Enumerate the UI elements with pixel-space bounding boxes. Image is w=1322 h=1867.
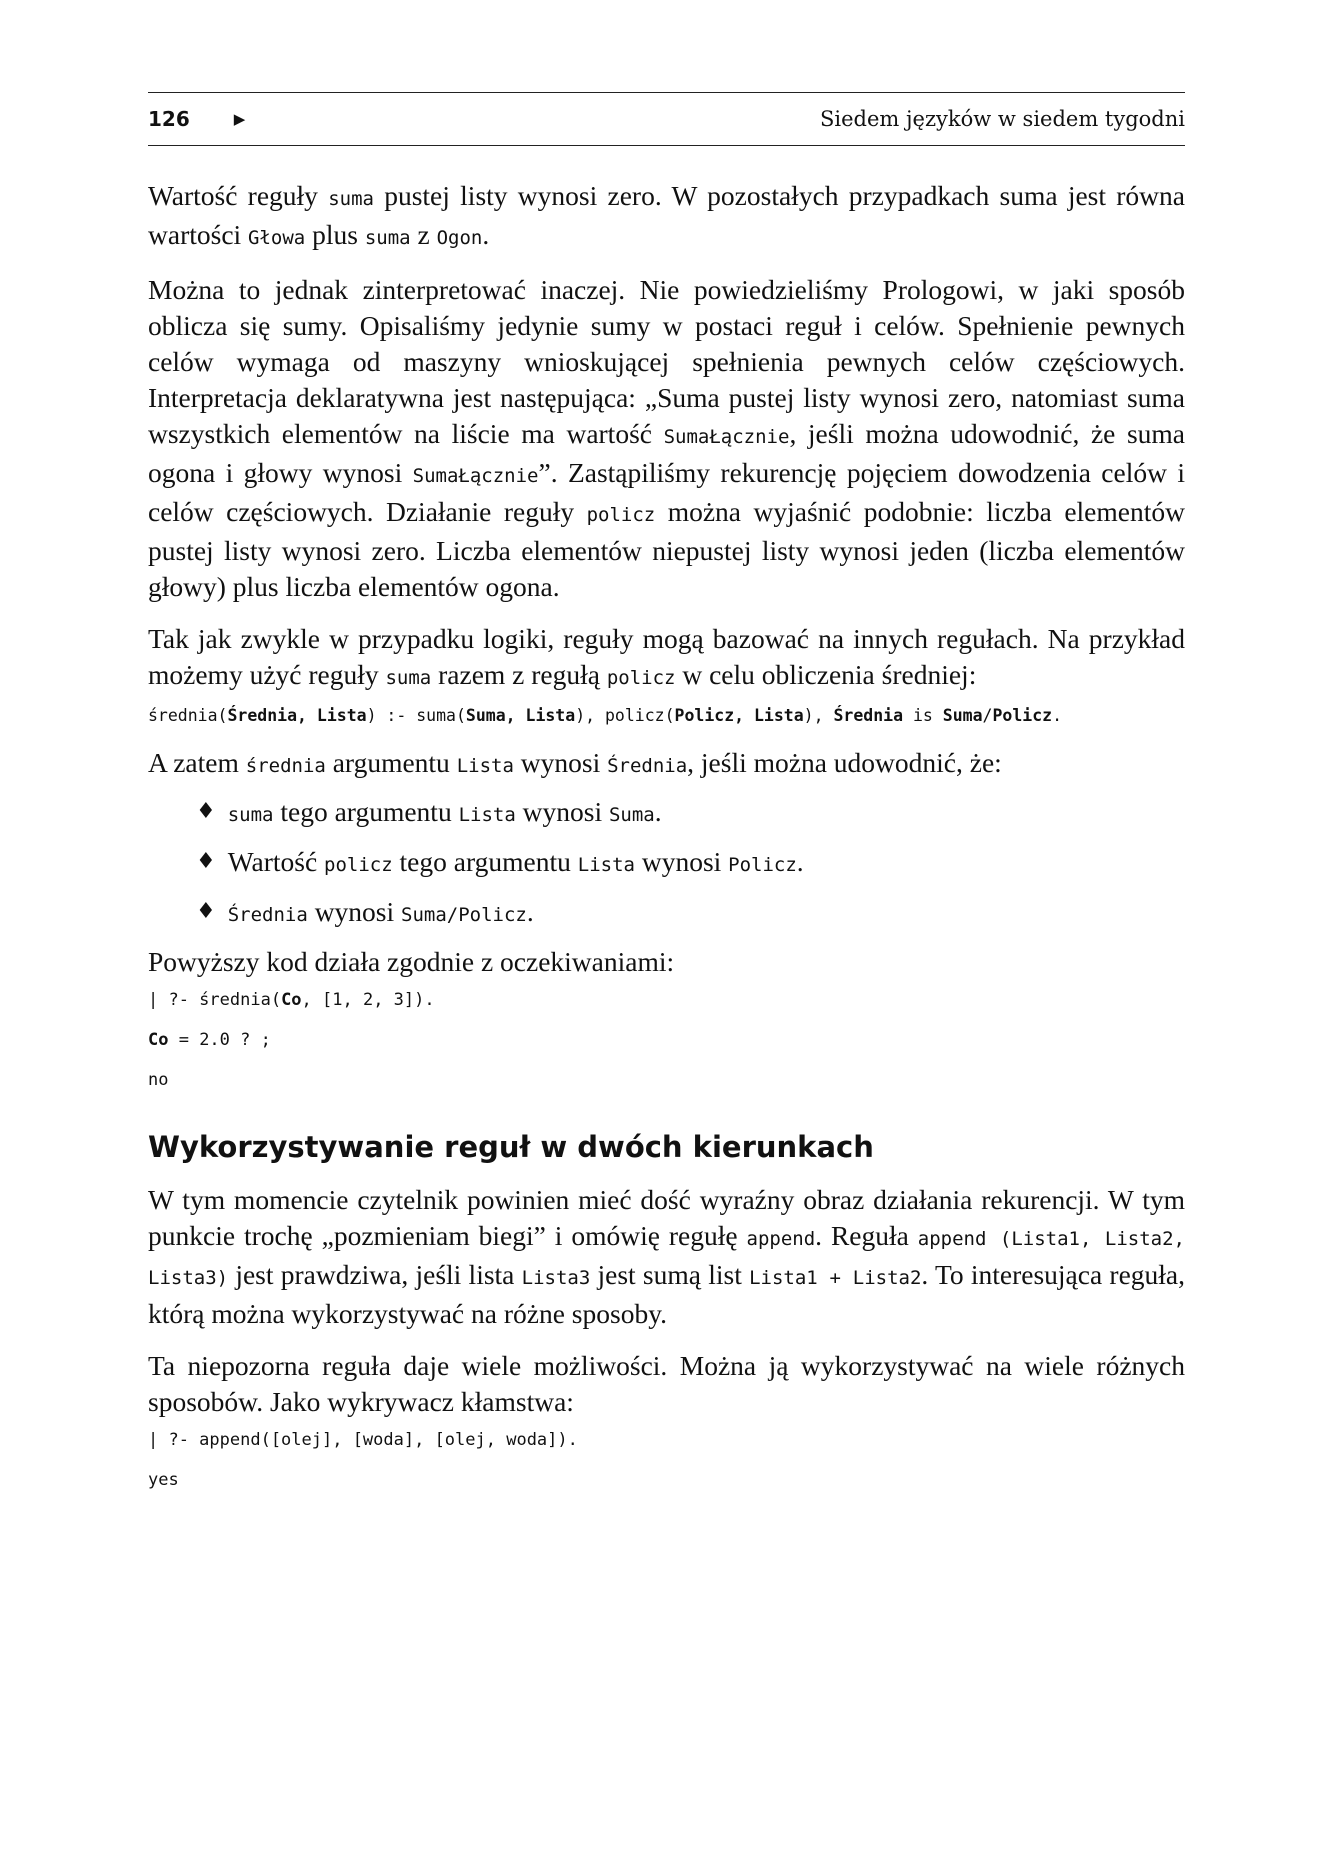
code-result-no: no [148,1070,169,1090]
code-query-srednia: | ?- średnia(Co, [1, 2, 3]). [148,990,435,1010]
book-page [148,92,1185,1510]
page-content [148,178,1185,1490]
triangle-marker-icon: ▶ [233,110,246,128]
book-title: Siedem języków w siedem tygodni [820,107,1185,131]
paragraph-6: W tym momencie czytelnik powinien mieć dość wyraźny obraz działania rekurencji. W tym punkcie trochę „pozmieniam biegi” i omówię regułę append. Reguła append (Lista1, Lista2, Lista3) jest prawdziwa, jeśli lista Lista3 jest sumą list Lista1 + Lista2. To interesująca reguła, którą można wykorzystywać na różne sposoby. [148,1184,1185,1329]
running-header [148,92,1185,146]
code-query-append: | ?- append([olej], [woda], [olej, woda]). [148,1430,578,1450]
list-item: ♦ Wartość policz tego argumentu Lista wynosi Policz. [196,844,1185,883]
bullet-list [148,794,1185,933]
diamond-bullet-icon: ♦ [196,849,216,874]
code-result-yes: yes [148,1470,179,1490]
page-number: 126 [148,107,190,131]
paragraph-1: Wartość reguły suma pustej listy wynosi zero. W pozostałych przypadkach suma jest równa wartości Głowa plus suma z Ogon. [148,180,1185,250]
paragraph-7: Ta niepozorna reguła daje wiele możliwości. Można ją wykorzystywać na wiele różnych sposobów. Jako wykrywacz kłamstwa: [148,1350,1185,1417]
paragraph-4: A zatem średnia argumentu Lista wynosi Średnia, jeśli można udowodnić, że: [148,747,1002,778]
list-item: ♦ Średnia wynosi Suma/Policz. [196,894,1185,933]
diamond-bullet-icon: ♦ [196,899,216,924]
code-result-co: Co = 2.0 ? ; [148,1030,271,1050]
list-item: ♦ suma tego argumentu Lista wynosi Suma. [196,794,1185,833]
code-srednia-rule: średnia(Średnia, Lista) :- suma(Suma, Lista), policz(Policz, Lista), Średnia is Suma/Policz. [148,706,1063,725]
paragraph-2: Można to jednak zinterpretować inaczej. Nie powiedzieliśmy Prologowi, w jaki sposób oblicza się sumy. Opisaliśmy jedynie sumy w postaci reguł i celów. Spełnienie pewnych celów wymaga od maszyny wnioskującej spełnienia pewnych celów częściowych. Interpretacja deklaratywna jest następująca: „Suma pustej listy wynosi zero, natomiast suma wszystkich elementów na liście ma wartość SumaŁącznie, jeśli można udowodnić, że suma ogona i głowy wynosi SumaŁącznie”. Zastąpiliśmy rekurencję pojęciem dowodzenia celów i celów częściowych. Działanie reguły policz można wyjaśnić podobnie: liczba elementów pustej listy wynosi zero. Liczba elementów niepustej listy wynosi jeden (liczba elementów głowy) plus liczba elementów ogona. [148,274,1186,602]
diamond-bullet-icon: ♦ [196,799,216,824]
section-title: Wykorzystywanie reguł w dwóch kierunkach [148,1130,874,1164]
paragraph-5: Powyższy kod działa zgodnie z oczekiwaniami: [148,946,675,977]
paragraph-3: Tak jak zwykle w przypadku logiki, reguły mogą bazować na innych regułach. Na przykład możemy użyć reguły suma razem z regułą policz w celu obliczenia średniej: [148,623,1185,690]
